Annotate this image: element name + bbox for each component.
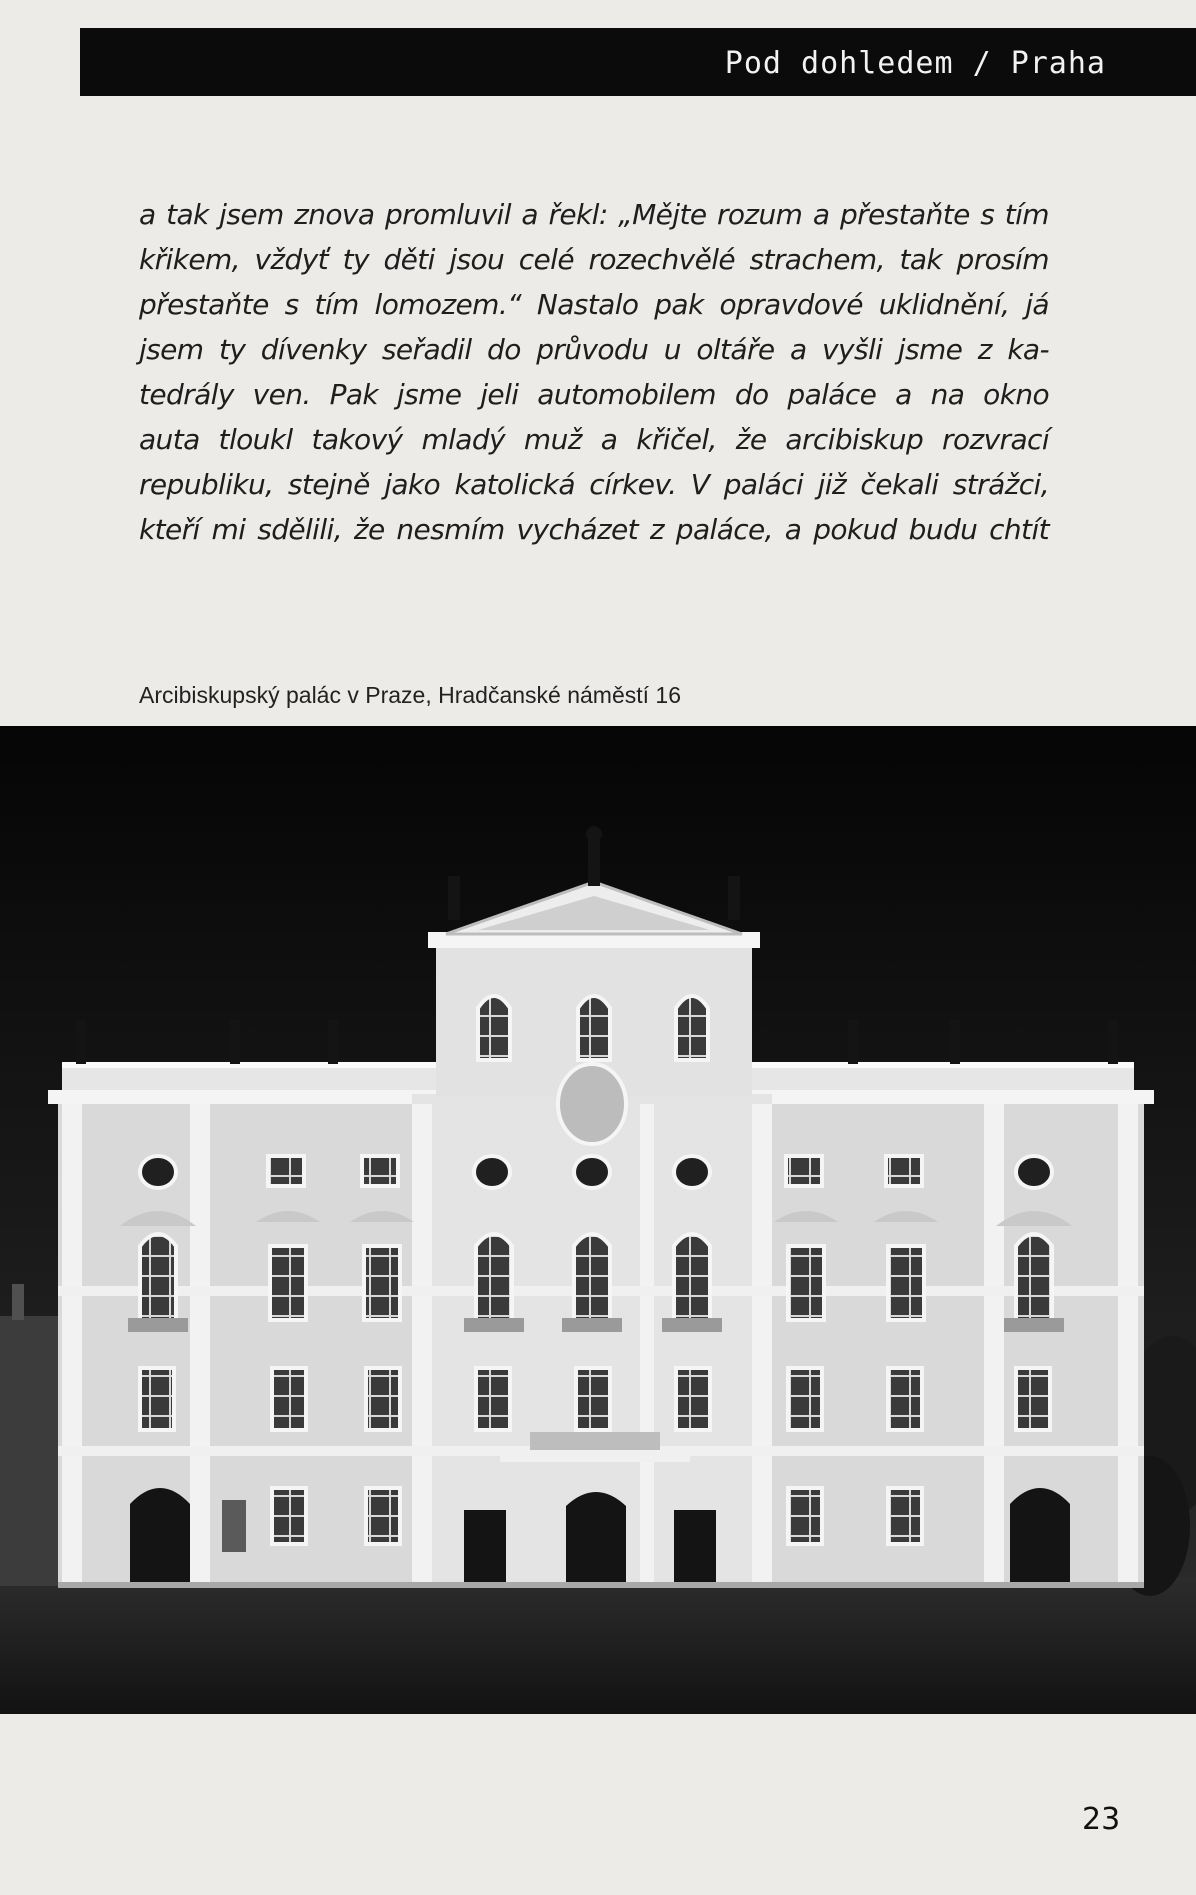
photo-caption: Arcibiskupský palác v Praze, Hradčanské náměstí 16	[139, 682, 682, 708]
body-line-7: republiku, stejně jako katolická církev. V paláci již čekali strážci,	[139, 468, 1049, 501]
page-number: 23	[1082, 1802, 1121, 1837]
body-line-1: a tak jsem znova promluvil a řekl: „Mějte rozum a přestaňte s tím	[139, 198, 1049, 231]
body-line-4: jsem ty dívenky seřadil do průvodu u oltáře a vyšli jsme z ka-	[139, 333, 1049, 366]
body-line-2: křikem, vždyť ty děti jsou celé rozechvělé strachem, tak prosím	[139, 243, 1049, 276]
archbishop-palace-photo	[0, 726, 1196, 1714]
body-line-8: kteří mi sdělili, že nesmím vycházet z paláce, a pokud budu chtít	[139, 513, 1049, 546]
body-line-6: auta tloukl takový mladý muž a křičel, že arcibiskup rozvrací	[139, 423, 1049, 456]
body-line-3: přestaňte s tím lomozem.“ Nastalo pak opravdové uklidnění, já	[139, 288, 1049, 321]
body-text	[139, 192, 1049, 552]
running-header-title: Pod dohledem / Praha	[724, 46, 1106, 81]
header-bar	[80, 28, 1196, 96]
body-line-5: tedrály ven. Pak jsme jeli automobilem do paláce a na okno	[139, 378, 1049, 411]
